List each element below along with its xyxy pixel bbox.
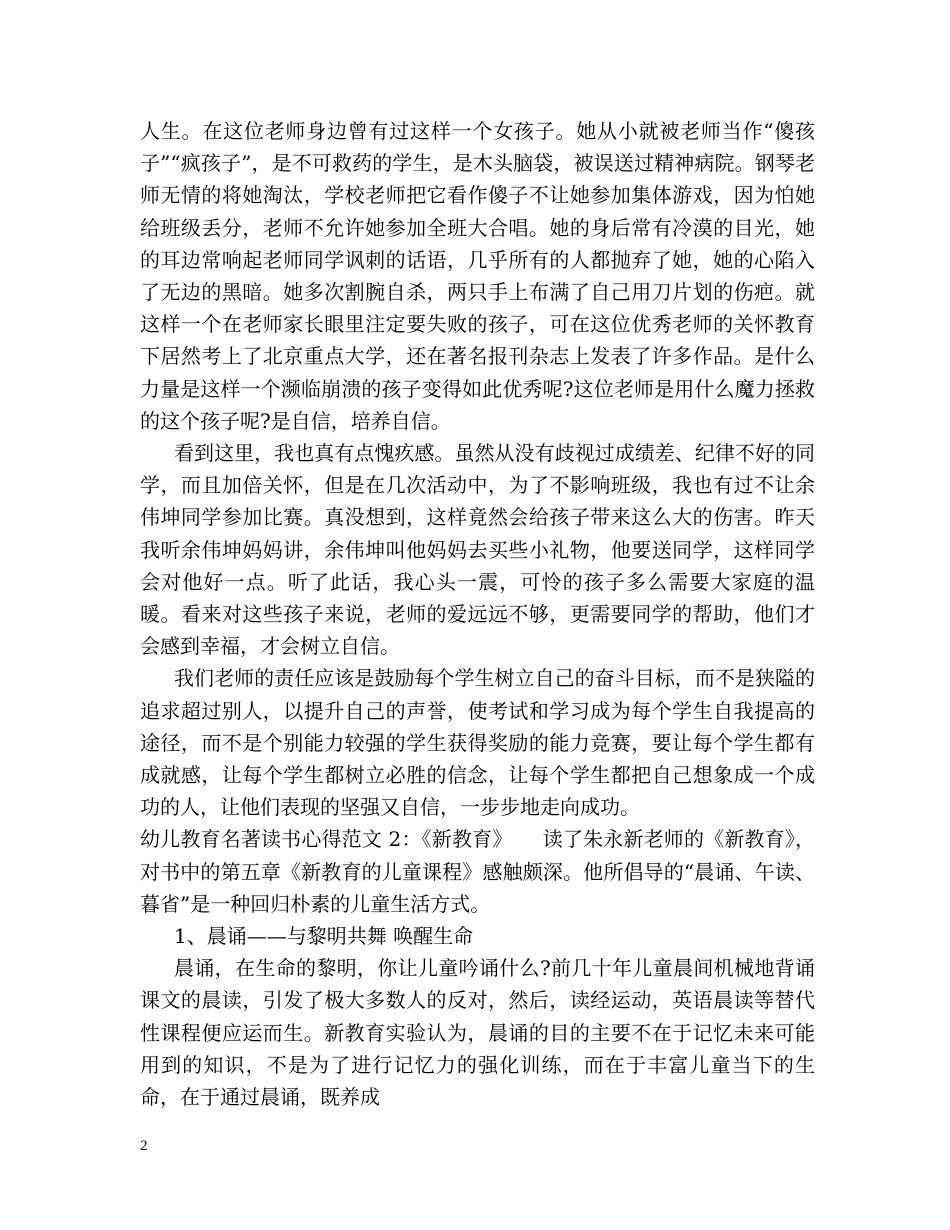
section-heading: 1、晨诵——与黎明共舞 唤醒生命 <box>174 924 474 949</box>
paragraph-1: 人生。在这位老师身边曾有过这样一个女孩子。她从小就被老师当作“傻孩子”“疯孩子”，是不可救药的学生，是木头脑袋，被误送过精神病院。钢琴老师无情的将她淘汰，学校老师把它看作傻子不让她参加集体游戏，因为怕她给班级丢分，老师不允许她参加全班大合唱。她的身后常有冷漠的目光，她的耳边常响起老师同学讽刺的话语，几乎所有的人都抛弃了她，她的心陷入了无边的黑暗。她多次割腕自杀，两只手上布满了自己用刀片划的伤疤。就这样一个在老师家长眼里注定要失败的孩子，可在这位优秀老师的关怀教育下居然考上了北京重点大学，还在著名报刊杂志上发表了许多作品。是什么力量是这样一个濒临崩溃的孩子变得如此优秀呢?这位老师是用什么魔力拯救的这个孩子呢?是自信，培养自信。 <box>140 119 815 433</box>
paragraph-5: 晨诵，在生命的黎明，你让儿童吟诵什么?前几十年儿童晨间机械地背诵课文的晨读，引发了极大多数人的反对，然后，读经运动，英语晨读等替代性课程便应运而生。新教育实验认为，晨诵的目的主要不在于记忆未来可能用到的知识，不是为了进行记忆力的强化训练，而在于丰富儿童当下的生命，在于通过晨诵，既养成 <box>140 956 815 1110</box>
paragraph-4: 幼儿教育名著读书心得范文 2：《新教育》 读了朱永新老师的《新教育》，对书中的第五章《新教育的儿童课程》感触颇深。他所倡导的“晨诵、午读、暮省”是一种回归朴素的儿童生活方式。 <box>140 827 815 916</box>
paragraph-2: 看到这里，我也真有点愧疚感。虽然从没有歧视过成绩差、纪律不好的同学，而且加倍关怀，但是在几次活动中，为了不影响班级，我也有过不让余伟坤同学参加比赛。真没想到，这样竟然会给孩子带来这么大的伤害。昨天我听余伟坤妈妈讲，余伟坤叫他妈妈去买些小礼物，他要送同学，这样同学会对他好一点。听了此话，我心头一震，可怜的孩子多么需要大家庭的温暖。看来对这些孩子来说，老师的爱远远不够，更需要同学的帮助，他们才会感到幸福，才会树立自信。 <box>140 441 815 659</box>
document-body <box>140 115 815 1113</box>
paragraph-3: 我们老师的责任应该是鼓励每个学生树立自己的奋斗目标，而不是狭隘的追求超过别人，以提升自己的声誉，使考试和学习成为每个学生自我提高的途径，而不是个别能力较强的学生获得奖励的能力竞赛，要让每个学生都有成就感，让每个学生都树立必胜的信念，让每个学生都把自己想象成一个成功的人，让他们表现的坚强又自信，一步步地走向成功。 <box>140 666 815 820</box>
page-number: 2 <box>140 1138 148 1154</box>
